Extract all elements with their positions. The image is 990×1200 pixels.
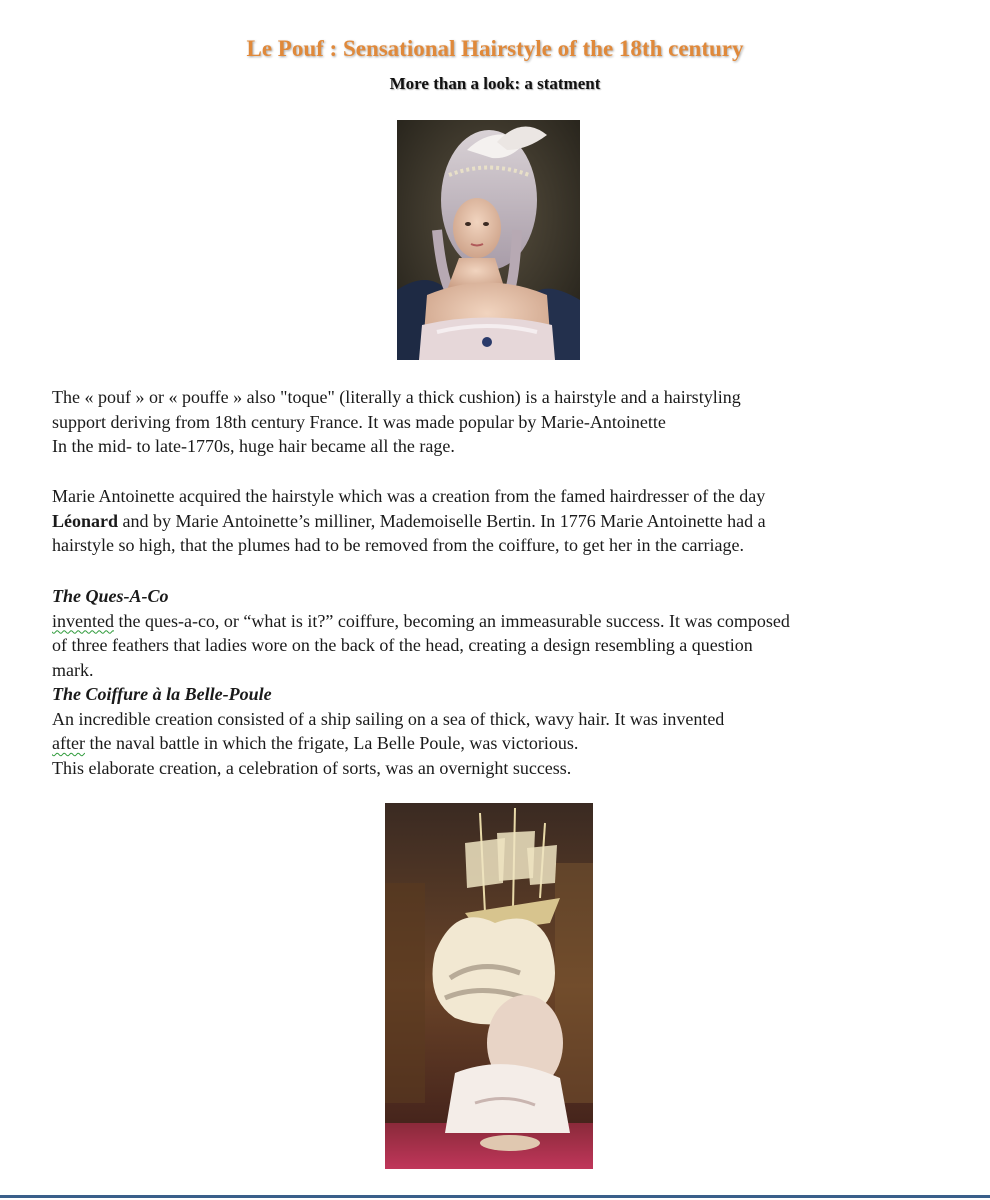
- belle-poule-line: [52, 731, 952, 756]
- intro-line: The « pouf » or « pouffe » also "toque" (literally a thick cushion) is a hairstyle and a hairstyling: [52, 387, 741, 407]
- portrait-painting: [397, 120, 580, 360]
- intro-paragraph: [52, 385, 952, 459]
- ques-a-co-line: [52, 609, 952, 634]
- belle-poule-heading: The Coiffure à la Belle-Poule: [52, 684, 272, 704]
- ship-wig-photo: [385, 803, 593, 1169]
- belle-poule-line-rest: the naval battle in which the frigate, La Belle Poule, was victorious.: [84, 733, 579, 753]
- belle-poule-line: An incredible creation consisted of a ship sailing on a sea of thick, wavy hair. It was invented: [52, 708, 725, 729]
- belle-poule-line: This elaborate creation, a celebration of sorts, was an overnight success.: [52, 757, 572, 778]
- spellcheck-word: invented: [52, 610, 114, 631]
- marie-line: [52, 509, 952, 534]
- marie-antoinette-paragraph: [52, 484, 952, 558]
- ques-a-co-line-rest: the ques-a-co, or “what is it?” coiffure, becoming an immeasurable success. It was composed: [113, 610, 790, 631]
- spellcheck-word: after: [52, 733, 85, 753]
- ship-wig-image: [385, 803, 593, 1169]
- ques-a-co-section: [52, 584, 952, 780]
- marie-line: hairstyle so high, that the plumes had to be removed from the coiffure, to get her in the carriage.: [52, 535, 744, 555]
- marie-line: Marie Antoinette acquired the hairstyle which was a creation from the famed hairdresser of the day: [52, 486, 766, 506]
- portrait-image: [397, 120, 580, 360]
- page-subtitle: More than a look: a statment: [389, 74, 601, 93]
- marie-line-rest: and by Marie Antoinette’s milliner, Mademoiselle Bertin. In 1776 Marie Antoinette had a: [118, 510, 766, 531]
- page-title: Le Pouf : Sensational Hairstyle of the 18th century: [246, 36, 744, 61]
- ques-a-co-line: of three feathers that ladies wore on the back of the head, creating a design resembling a question: [52, 635, 753, 655]
- bottom-border: [0, 1195, 990, 1198]
- intro-line: support deriving from 18th century France. It was made popular by Marie-Antoinette: [52, 411, 666, 432]
- leonard-name: Léonard: [52, 510, 119, 531]
- intro-line: In the mid- to late-1770s, huge hair became all the rage.: [52, 436, 455, 456]
- ques-a-co-heading: The Ques-A-Co: [52, 586, 169, 606]
- ques-a-co-line: mark.: [52, 659, 94, 680]
